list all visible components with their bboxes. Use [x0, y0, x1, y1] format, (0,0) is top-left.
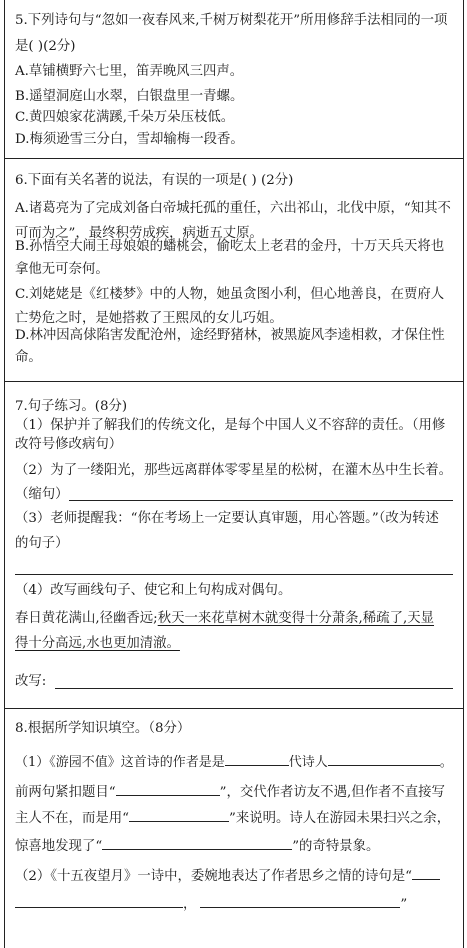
- q7-item3-line-1: （3）老师提醒我：“你在考场上一定要认真审题，用心答题。”（改为转述: [15, 511, 439, 526]
- q7-item3-answer-line[interactable]: [15, 574, 453, 575]
- q7-item2-line-1: （2）为了一缕阳光，那些远离群体零零星星的松树，在灌木丛中生长着。: [15, 463, 453, 478]
- q7-item4: （4）改写画线句子、使它和上句构成对偶句。: [15, 583, 292, 598]
- q7-item1-line-2: 改符号修改病句）: [15, 437, 123, 452]
- q5-stem-line-2: 是( )(2分): [15, 39, 76, 54]
- q8-verse-blank-2[interactable]: [200, 894, 400, 908]
- q6-stem: 6.下面有关名著的说法，有误的一项是( ) (2分): [15, 173, 294, 188]
- q7-passage-plain: 春日黄花满山,径幽香远;: [15, 611, 158, 626]
- q7-item2-answer-line[interactable]: [69, 500, 453, 501]
- q8-line-6: [15, 894, 407, 911]
- exam-page: [4, 0, 464, 948]
- q8-line-4-text-a: 惊喜地发现了“: [15, 839, 103, 854]
- q8-stem: 8.根据所学知识填空。（8分）: [15, 721, 191, 736]
- q6-option-c-line-2: 亡势危之时，是她搭救了王熙凤的女儿巧姐。: [15, 311, 283, 326]
- q8-line-6-comma: ，: [183, 897, 197, 912]
- q5-option-d: D.梅须逊雪三分白，雪却输梅一段香。: [15, 132, 244, 147]
- q6-option-a-line-1: A.诸葛亮为了完成刘备白帝城托孤的重任，六出祁山，北伐中原，“知其不: [15, 201, 451, 216]
- q6-option-c-line-1: C.刘姥姥是《红楼梦》中的人物，她虽贪图小利，但心地善良，在贾府人: [15, 287, 445, 302]
- q7-passage-line-1: [15, 612, 434, 625]
- q5-option-a: A.草铺横野六七里，笛弄晚风三四声。: [15, 64, 244, 79]
- q8-line-3-text-a: 主人不在，而是用“: [15, 811, 129, 826]
- q7-item2-line-2: （缩句）: [15, 487, 69, 502]
- q8-explain-blank[interactable]: [129, 808, 229, 822]
- section-divider: [5, 708, 463, 709]
- q7-passage-line-2: [15, 637, 180, 650]
- q8-line-1-text-c: 。: [439, 755, 453, 770]
- q8-scene-blank[interactable]: [102, 836, 292, 850]
- q6-option-b-line-1: B.孙悟空大闹王母娘娘的蟠桃会，偷吃太上老君的金丹，十万天兵天将也: [15, 239, 445, 254]
- q5-option-c: C.黄四娘家花满蹊,千朵万朵压枝低。: [15, 110, 235, 125]
- q7-item3-line-2: 的句子）: [15, 536, 69, 551]
- q8-verse-blank-start[interactable]: [412, 866, 440, 880]
- q8-title-blank[interactable]: [116, 782, 220, 796]
- q8-poet-blank[interactable]: [328, 752, 440, 766]
- q8-author-blank[interactable]: [225, 752, 289, 766]
- q6-option-a-line-2: 可而为之”，最终积劳成疾，病逝五丈原。: [15, 226, 263, 241]
- q8-line-3-text-b: ”来说明。诗人在游园未果扫兴之余，: [228, 811, 451, 826]
- q5-stem-line-1: 5.下列诗句与“忽如一夜春风来,千树万树梨花开”所用修辞手法相同的一项: [15, 13, 448, 28]
- q8-line-5: [15, 866, 440, 883]
- section-divider: [5, 381, 463, 382]
- q8-line-4: [15, 836, 379, 853]
- q7-rewrite-answer-line[interactable]: [55, 688, 453, 689]
- q8-line-6-quote: ”: [400, 897, 408, 912]
- q8-line-1-text-b: 代诗人: [288, 755, 328, 770]
- q7-item1-line-1: （1）保护并了解我们的传统文化，是每个中国人义不容辞的责任。（用修: [15, 418, 446, 433]
- q8-line-4-text-b: ”的奇特景象。: [292, 839, 380, 854]
- q5-option-b: B.遥望洞庭山水翠，白银盘里一青螺。: [15, 89, 244, 104]
- section-divider: [5, 158, 463, 159]
- q8-line-2: [15, 782, 445, 799]
- q8-line-5-text-a: （2）《十五夜望月》一诗中，委婉地表达了作者思乡之情的诗句是“: [15, 869, 412, 884]
- q8-verse-blank-1[interactable]: [15, 894, 183, 908]
- q8-line-2-text-a: 前两句紧扣题目“: [15, 785, 116, 800]
- q8-line-2-text-b: ”，交代作者访友不遇,但作者不直接写: [219, 785, 445, 800]
- q8-line-1: [15, 752, 453, 769]
- q7-rewrite-label: 改写:: [15, 674, 47, 689]
- q8-line-3: [15, 808, 450, 825]
- q8-line-1-text-a: （1）《游园不值》这首诗的作者是是: [15, 755, 225, 770]
- q6-option-d-line-1: D.林冲因高俅陷害发配沧州，途经野猪林，被黑旋风李逵相救，才保住性: [15, 328, 445, 343]
- q6-option-d-line-2: 命。: [15, 350, 42, 365]
- q7-passage-underlined: 得十分高远,水也更加清澈。: [15, 636, 180, 651]
- q6-option-b-line-2: 拿他无可奈何。: [15, 262, 109, 277]
- q7-passage-underlined: 秋天一来花草树木就变得十分萧条,稀疏了,天显: [157, 611, 435, 626]
- q7-stem: 7.句子练习。(8分): [15, 399, 128, 414]
